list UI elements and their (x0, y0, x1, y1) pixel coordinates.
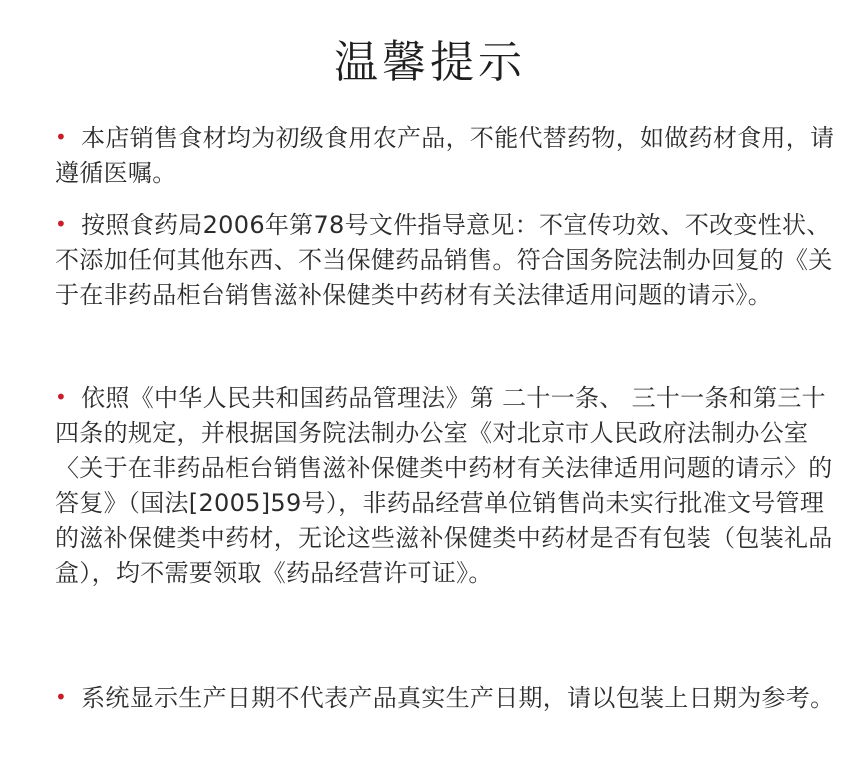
notice-text: 按照食药局2006年第78号文件指导意见：不宣传功效、不改变性状、不添加任何其他东西、不当保健药品销售。符合国务院法制办回复的《关于在非药品柜台销售滋补保健类中药材有关法律适用问题的请示》。 (55, 211, 833, 309)
notice-text: 依照《中华人民共和国药品管理法》第 二十一条、 三十一条和第三十四条的规定，并根据国务院法制办公室《对北京市人民政府法制办公室〈关于在非药品柜台销售滋补保健类中药材有关法律适用问题的请示〉的答复》（国法[2005]59号），非药品经营单位销售尚未实行批准文号管理的滋补保健类中药材，无论这些滋补保健类中药材是否有包装（包装礼品盒），均不需要领取《药品经营许可证》。 (55, 384, 833, 587)
bullet-icon: • (55, 385, 68, 409)
notice-item-2 (55, 207, 845, 313)
notice-item-4 (55, 680, 845, 716)
notice-item-1 (55, 120, 845, 191)
notice-text: 本店销售食材均为初级食用农产品，不能代替药物，如做药材食用，请遵循医嘱。 (55, 124, 835, 187)
notice-item-3 (55, 380, 845, 591)
bullet-icon: • (55, 685, 68, 709)
page-title: 温馨提示 (334, 37, 526, 88)
bullet-icon: • (55, 212, 68, 236)
notice-text: 系统显示生产日期不代表产品真实生产日期，请以包装上日期为参考。 (81, 684, 835, 712)
bullet-icon: • (55, 125, 68, 149)
